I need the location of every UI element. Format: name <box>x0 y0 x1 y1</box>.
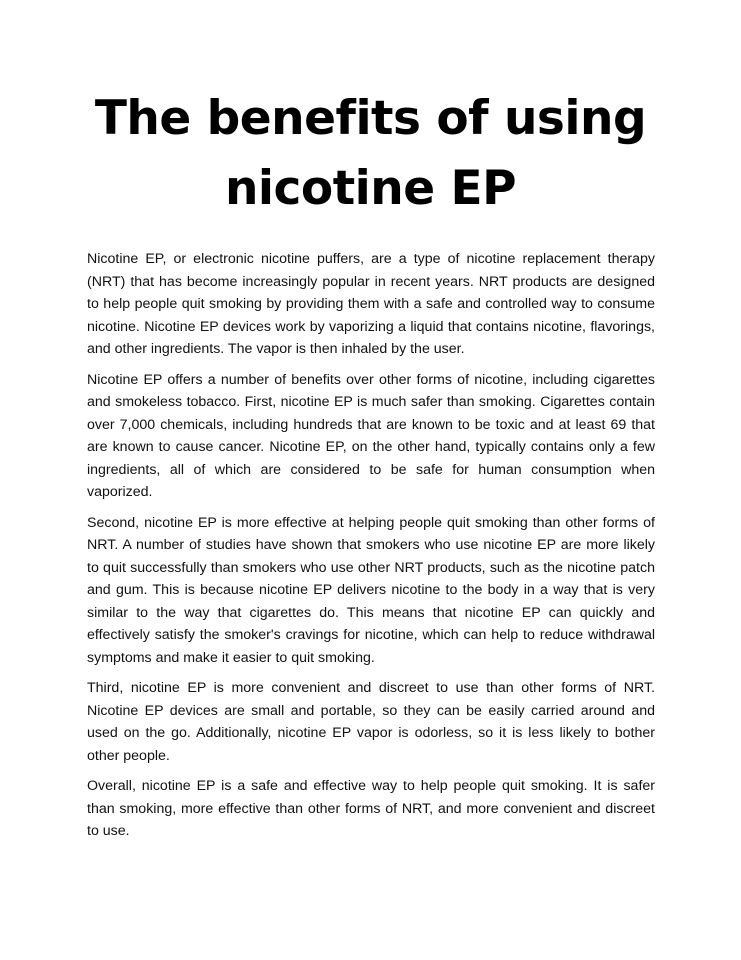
paragraph-conclusion: Overall, nicotine EP is a safe and effective way to help people quit smoking. It is safer than smoking, more effective than other forms of NRT, and more convenient and discreet to use. <box>87 778 655 839</box>
paragraph-convenience: Third, nicotine EP is more convenient and discreet to use than other forms of NRT. Nicotine EP devices are small and portable, so they can be easily carried around and used on the go. Additionally, nicotine EP vapor is odorless, so it is less likely to bother other people. <box>87 680 655 764</box>
paragraph-safety: Nicotine EP offers a number of benefits over other forms of nicotine, including cigarettes and smokeless tobacco. First, nicotine EP is much safer than smoking. Cigarettes contain over 7,000 chemicals, including hundreds that are known to be toxic and at least 69 that are known to cause cancer. Nicotine EP, on the other hand, typically contains only a few ingredients, all of which are considered to be safe for human consumption when vaporized. <box>87 371 655 500</box>
title-line-1: The benefits of using <box>94 91 647 146</box>
title-line-2: nicotine EP <box>224 161 517 216</box>
page-title <box>60 84 681 224</box>
paragraph-intro: Nicotine EP, or electronic nicotine puffers, are a type of nicotine replacement therapy (NRT) that has become increasingly popular in recent years. NRT products are designed to help people quit smoking by providing them with a safe and controlled way to consume nicotine. Nicotine EP devices work by vaporizing a liquid that contains nicotine, flavorings, and other ingredients. The vapor is then inhaled by the user. <box>87 251 655 357</box>
paragraph-effectiveness: Second, nicotine EP is more effective at helping people quit smoking than other forms of NRT. A number of studies have shown that smokers who use nicotine EP are more likely to quit successfully than smokers who use other NRT products, such as the nicotine patch and gum. This is because nicotine EP delivers nicotine to the body in a way that is very similar to the way that cigarettes do. This means that nicotine EP can quickly and effectively satisfy the smoker's cravings for nicotine, which can help to reduce withdrawal symptoms and make it easier to quit smoking. <box>87 514 655 666</box>
article-body <box>87 248 655 851</box>
